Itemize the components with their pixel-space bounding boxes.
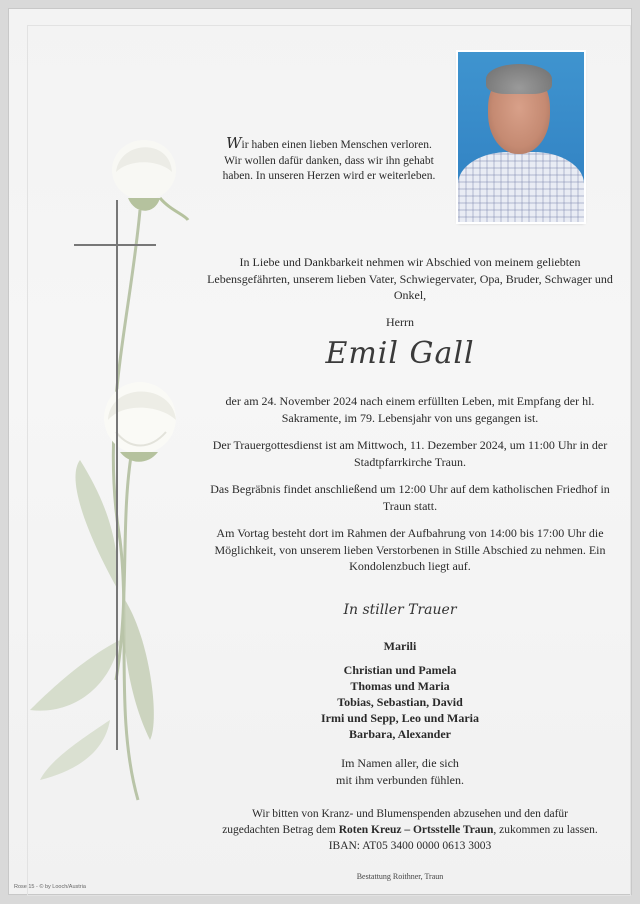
funeral-service-paragraph: Der Trauergottesdienst ist am Mittwoch, 11. Dezember 2024, um 11:00 Uhr in der Stadtpfarrkirche Traun. <box>212 438 608 469</box>
deceased-name: Emil Gall <box>325 336 475 371</box>
viewing-paragraph: Am Vortag besteht dort im Rahmen der Aufbahrung von 14:00 bis 17:00 Uhr die Möglichkeit, von unserem lieben Verstorbenen in Stille Abschied zu nehmen. Ein Kondolenzbuch liegt auf. <box>214 526 606 573</box>
quote-text: ir haben einen lieben Menschen verloren. Wir wollen dafür danken, dass wir ihn gehabt haben. In unseren Herzen wird er weiterleben. <box>222 139 436 182</box>
cross-vertical <box>116 200 118 750</box>
closing-text <box>250 755 550 788</box>
portrait-photo <box>458 52 584 222</box>
family-line: Tobias, Sebastian, David <box>337 695 463 709</box>
death-notice-paragraph: der am 24. November 2024 nach einem erfüllten Leben, mit Empfang der hl. Sakramente, im 79. Lebensjahr von uns gegangen ist. <box>225 394 595 425</box>
charity-name: Roten Kreuz – Ortsstelle Traun <box>338 824 494 836</box>
donation-text-after: , zukommen zu lassen. <box>493 824 598 836</box>
iban: IBAN: AT05 3400 0000 0613 3003 <box>328 840 492 852</box>
partner-name: Marili <box>383 639 417 653</box>
template-credit: Rose 15 - © by Looch/Austria <box>14 884 86 890</box>
donation-notice <box>200 806 620 854</box>
family-list <box>250 662 550 742</box>
donation-line-2 <box>200 822 620 838</box>
family-line: Irmi und Sepp, Leo und Maria <box>320 711 480 725</box>
intro-text: In Liebe und Dankbarkeit nehmen wir Abschied von meinem geliebten Lebensgefährten, unserem lieben Vater, Schwiegervater, Opa, Bruder, Schwager und Onkel, <box>207 255 613 302</box>
quote-initial: W <box>226 134 242 152</box>
burial-paragraph: Das Begräbnis findet anschließend um 12:00 Uhr auf dem katholischen Friedhof in Traun statt. <box>210 482 610 513</box>
cross-horizontal <box>74 244 156 246</box>
family-line: Christian und Pamela <box>343 663 457 677</box>
donation-line-1: Wir bitten von Kranz- und Blumenspenden abzusehen und den dafür <box>251 808 568 820</box>
family-line: Barbara, Alexander <box>349 727 451 741</box>
closing-line: mit ihm verbunden fühlen. <box>336 772 464 787</box>
salutation: Herrn <box>386 315 414 329</box>
closing-line: Im Namen aller, die sich <box>341 756 459 770</box>
memorial-quote <box>220 136 438 185</box>
undertaker-name: Bestattung Roithner, Traun <box>356 872 444 881</box>
family-line: Thomas und Maria <box>350 679 450 693</box>
donation-text-before: zugedachten Betrag dem <box>222 824 336 836</box>
mourning-heading: In stiller Trauer <box>343 602 457 618</box>
